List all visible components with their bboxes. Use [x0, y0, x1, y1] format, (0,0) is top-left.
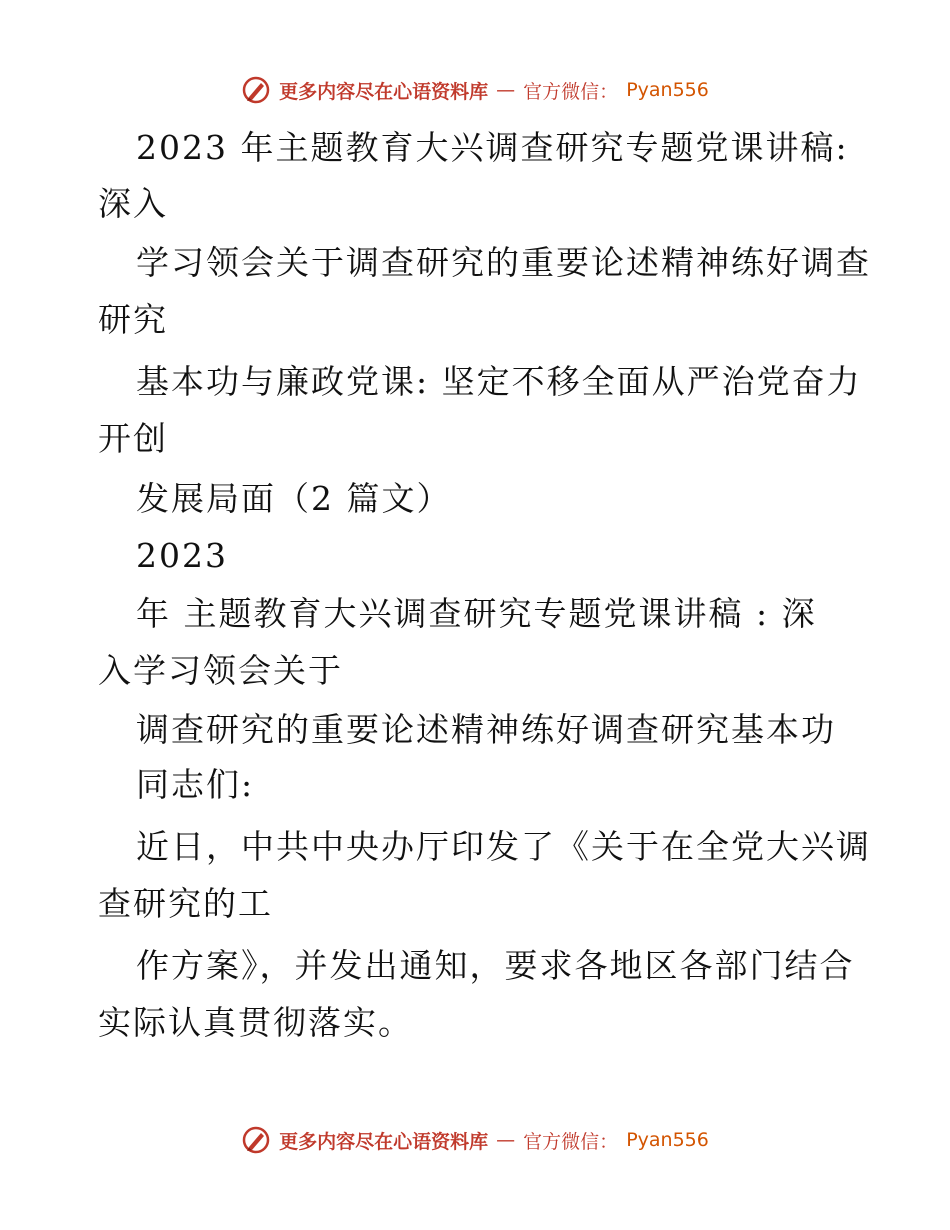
- pen-logo-icon: [241, 1125, 271, 1155]
- watermark-wechat-id: Pyan556: [626, 1129, 709, 1151]
- text-line: 年 主题教育大兴调查研究专题党课讲稿 : 深: [136, 594, 817, 633]
- watermark-official-text: 官方微信：: [523, 1130, 619, 1153]
- text-line: 实际认真贯彻落实。: [98, 1003, 413, 1042]
- text-line: 深入: [98, 184, 168, 223]
- watermark-library-text: 更多内容尽在心语资料库: [279, 1130, 489, 1153]
- watermark-separator: —: [496, 79, 516, 101]
- text-line: 2023: [136, 536, 228, 575]
- text-line: 学习领会关于调查研究的重要论述精神练好调查: [136, 243, 871, 282]
- text-line: 入学习领会关于: [98, 651, 343, 690]
- text-line: 同志们:: [136, 765, 255, 804]
- watermark-library-text: 更多内容尽在心语资料库: [279, 80, 489, 103]
- text-line: 基本功与廉政党课: 坚定不移全面从严治党奋力: [136, 362, 862, 401]
- watermark-separator: —: [496, 1129, 516, 1151]
- text-line: 发展局面（2 篇文）: [136, 479, 452, 518]
- text-line: 作方案》，并发出通知，要求各地区各部门结合: [136, 946, 855, 985]
- text-line: 调查研究的重要论述精神练好调查研究基本功: [136, 710, 836, 749]
- pen-logo-icon: [241, 75, 271, 105]
- watermark-wechat-id: Pyan556: [626, 79, 709, 101]
- text-line: 开创: [98, 419, 168, 458]
- watermark-official-text: 官方微信：: [523, 80, 619, 103]
- text-line: 查研究的工: [98, 884, 273, 923]
- header-watermark: [0, 70, 950, 110]
- text-line: 研究: [98, 300, 168, 339]
- text-line: 2023 年主题教育大兴调查研究专题党课讲稿:: [136, 128, 849, 167]
- text-line: 近日，中共中央办厅印发了《关于在全党大兴调: [136, 827, 871, 866]
- footer-watermark: [0, 1120, 950, 1160]
